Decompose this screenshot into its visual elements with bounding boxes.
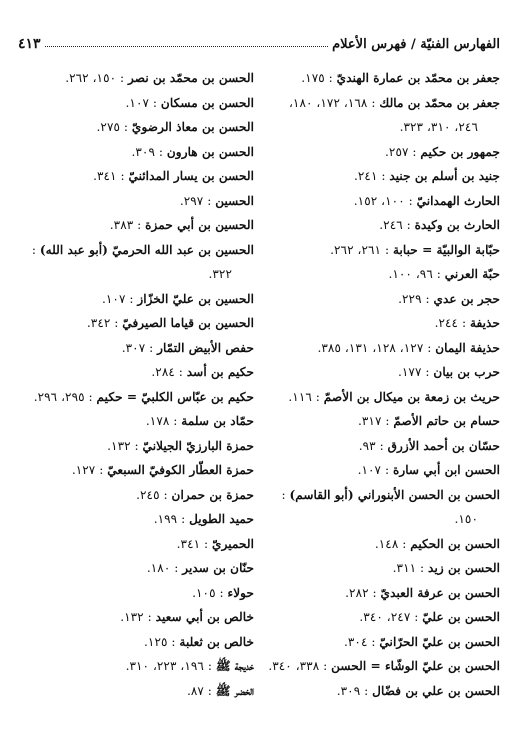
index-entry	[18, 409, 254, 434]
entry-name: حسّان بن أحمد الأزرق	[387, 438, 500, 453]
index-entry	[264, 115, 500, 140]
entry-name: الحارث الهمدانيّ	[416, 193, 500, 208]
entry-name: خديجة ﷺ	[215, 659, 254, 673]
entry-name: الحارث بن وكيدة	[414, 218, 500, 232]
entry-pages: : ٣١٧.	[358, 414, 394, 428]
entry-name: جعفر بن محمّد بن عمارة الهنديّ	[336, 71, 500, 85]
entry-name: حريث بن زمعة بن ميكال بن الأصمّ	[323, 389, 500, 404]
entry-name: حبّابة الوالبيّة = حبابة	[392, 242, 500, 257]
entry-name: الحسن بن عليّ الحرّانيّ	[379, 634, 500, 649]
header-title: الفهارس الفنيّة / فهرس الأعلام	[332, 37, 500, 52]
entry-pages: : ٣٤٢.	[86, 316, 123, 330]
entry-pages: ١٥٠.	[454, 512, 478, 526]
entry-name: حسام بن حاتم الأصمّ	[393, 414, 500, 428]
entry-name: جعفر بن محمّد بن مالك	[379, 95, 500, 110]
entry-pages: : ١٠٥.	[192, 585, 228, 600]
index-entry	[264, 66, 500, 91]
entry-pages: : ١٧٥.	[301, 71, 337, 85]
entry-pages: : ٣٠٤.	[344, 634, 380, 649]
entry-pages: : ٣٤١.	[176, 536, 213, 551]
entry-pages: : ٢٩٥، ٢٩٦.	[33, 389, 97, 404]
index-entry	[264, 605, 500, 630]
index-entry	[264, 262, 500, 287]
index-entry	[18, 213, 254, 238]
index-entry	[264, 532, 500, 557]
entry-pages: : ١٧٧.	[398, 365, 434, 379]
entry-pages: : ١٩٦، ٢٢٣، ٣١٠.	[125, 659, 216, 673]
entry-pages: : ٣٠٧.	[121, 340, 158, 355]
index-entry	[264, 630, 500, 655]
index-entry	[264, 189, 500, 214]
index-entry	[264, 556, 500, 581]
index-entry	[264, 164, 500, 189]
entry-pages: : ١٩٩.	[153, 512, 190, 526]
entry-pages: : ١٤٨.	[374, 536, 411, 551]
entry-pages: : ١٠٧.	[357, 463, 393, 477]
index-entry	[18, 91, 254, 116]
index-entry	[18, 458, 254, 483]
index-entry	[264, 238, 500, 263]
entry-pages: : ١١٦.	[288, 389, 324, 404]
entry-name: الحسين بن عبد الله الحرميّ (أبو عبد الله)	[39, 242, 254, 257]
entry-pages: : ١٨٠.	[146, 561, 183, 575]
entry-name: حمزة بن حمران	[171, 487, 254, 502]
entry-pages: : ١٢٧، ١٢٨، ١٣١، ٣٨٥.	[317, 340, 436, 355]
entry-pages: : ١٦٨، ١٧٢، ١٨٠،	[288, 95, 380, 110]
entry-name: حكيم بن عبّاس الكلبيّ = حكيم	[96, 389, 254, 404]
entry-name: الحسن بن محمّد بن نصر	[128, 71, 254, 85]
entry-name: الحسن ابن أبي سارة	[392, 463, 500, 477]
entry-pages: : ٢٤٥.	[136, 487, 172, 502]
index-entry	[264, 654, 500, 679]
index-entry	[18, 679, 254, 704]
entry-pages: : ٣٨٣.	[109, 218, 146, 232]
index-entry	[18, 630, 254, 655]
entry-name: الحسن بن عليّ الوشّاء = الحسن	[331, 659, 500, 673]
entry-name: الحسين بن قياما الصيرفيّ	[122, 316, 254, 330]
entry-pages: : ١٢٧.	[71, 463, 108, 477]
entry-pages: : ٣٣٨، ٣٤٠.	[268, 659, 332, 673]
entry-name: حميد الطويل	[189, 512, 254, 526]
entry-name: الحسن بن عليّ	[422, 610, 500, 624]
entry-name: حبّة العرني	[444, 267, 500, 281]
index-entry	[18, 66, 254, 91]
index-entry	[18, 311, 254, 336]
entry-pages: : ٢٤٦.	[379, 218, 415, 232]
entry-name: حمزة العطّار الكوفيّ السبعيّ	[107, 463, 254, 477]
index-entry	[18, 581, 254, 606]
header-dot-leader	[45, 46, 329, 47]
entry-pages: : ١٣٢.	[107, 438, 143, 453]
entry-pages: :	[281, 487, 290, 502]
entry-name: حمزة البارزيّ الجيلانيّ	[142, 438, 254, 453]
index-entry	[264, 385, 500, 410]
index-entry	[18, 115, 254, 140]
index-entry	[18, 189, 254, 214]
running-header	[18, 30, 500, 52]
entry-pages: : ٨٧.	[186, 683, 216, 698]
entry-pages: : ٢٨٢.	[345, 585, 381, 600]
index-column-left	[18, 66, 254, 703]
entry-pages: : ٢٤٤.	[434, 316, 470, 330]
index-entry	[18, 556, 254, 581]
entry-name: الحسن بن يسار المدائنيّ	[128, 169, 254, 183]
index-entry	[264, 581, 500, 606]
entry-pages: ٢٤٦، ٣١٠، ٣٢٣.	[399, 120, 478, 134]
index-entry	[18, 532, 254, 557]
entry-pages: : ١٠٧.	[125, 95, 161, 110]
index-entry	[18, 360, 254, 385]
entry-name: حولاء	[227, 585, 254, 600]
entry-pages: : ١٥٠، ٢٦٢.	[65, 71, 129, 85]
entry-name: الحسن بن مسكان	[160, 95, 254, 110]
entry-name: خالص بن أبي سعيد	[155, 610, 254, 624]
entry-pages: : ٣٠٩.	[131, 144, 167, 159]
index-entry	[18, 605, 254, 630]
index-entry	[264, 679, 500, 704]
entry-name: الحميريّ	[212, 536, 254, 551]
entry-name: الحسن بن عرفة العبديّ	[380, 585, 500, 600]
index-entry	[18, 507, 254, 532]
entry-name: حنّان بن سدير	[182, 561, 254, 575]
index-entry	[18, 385, 254, 410]
entry-pages: : ٣٤١.	[93, 169, 129, 183]
index-entry	[264, 360, 500, 385]
entry-pages: : ٢٧٥.	[96, 120, 132, 134]
entry-name: حذيفة	[469, 316, 500, 330]
entry-name: جمهور بن حكيم	[420, 144, 500, 159]
page-number: ٤١٣	[18, 36, 41, 52]
entry-name: حجر بن عدي	[433, 291, 500, 306]
index-entry	[264, 213, 500, 238]
entry-pages: : ٢٩٧.	[179, 193, 216, 208]
index-entry	[18, 434, 254, 459]
entry-name: جنيد بن أسلم بن جنيد	[389, 169, 500, 183]
entry-name: الحسن بن الحكيم	[410, 536, 500, 551]
entry-pages: :	[31, 242, 40, 257]
entry-name: حفص الأبيض التمّار	[157, 340, 254, 355]
index-entry	[18, 164, 254, 189]
index-columns	[18, 66, 500, 703]
entry-name: حرب بن بيان	[433, 365, 500, 379]
entry-name: حمّاد بن سلمة	[181, 414, 254, 428]
entry-name: الحسن بن الحسن الأبنوراني (أبو القاسم)	[289, 487, 500, 502]
entry-name: الحسين بن عليّ الخزّاز	[137, 291, 254, 306]
index-entry	[18, 140, 254, 165]
entry-pages: ٣٢٢.	[208, 267, 232, 281]
entry-pages: : ٩٣.	[358, 438, 388, 453]
index-entry	[264, 507, 500, 532]
index-entry	[18, 336, 254, 361]
entry-pages: : ١٠٠، ١٥٢.	[353, 193, 417, 208]
entry-name: الحسن بن زيد	[428, 561, 500, 575]
entry-pages: : ٣١١.	[392, 561, 429, 575]
entry-name: حكيم بن أسد	[186, 365, 254, 379]
index-entry	[264, 434, 500, 459]
entry-pages: : ١٢٥.	[144, 634, 180, 649]
entry-pages: : ٢٦١، ٢٦٢.	[330, 242, 393, 257]
index-entry	[18, 287, 254, 312]
entry-name: الحسن بن علي بن فضّال	[372, 683, 500, 698]
entry-name: حذيفة اليمان	[435, 340, 500, 355]
index-entry	[264, 140, 500, 165]
entry-name: الحسين بن أبي حمزة	[145, 218, 254, 232]
index-page	[18, 30, 500, 720]
entry-name: الحسين	[215, 193, 254, 208]
entry-pages: : ٢٢٩.	[398, 291, 434, 306]
entry-pages: : ٢٤١.	[353, 169, 390, 183]
index-entry	[18, 262, 254, 287]
index-entry	[264, 287, 500, 312]
entry-name: الحسن بن هارون	[166, 144, 254, 159]
index-entry	[264, 336, 500, 361]
entry-pages: : ١٣٢.	[120, 610, 156, 624]
entry-name: خالص بن ثعلبة	[179, 634, 254, 649]
index-entry	[264, 409, 500, 434]
index-entry	[18, 483, 254, 508]
entry-name: الحسن بن معاذ الرضويّ	[131, 120, 254, 134]
entry-pages: : ١٧٨.	[145, 414, 182, 428]
index-entry	[264, 311, 500, 336]
index-entry	[264, 483, 500, 508]
index-column-right	[264, 66, 500, 703]
entry-name: الخضر ﷺ	[215, 683, 254, 698]
index-entry	[18, 238, 254, 263]
entry-pages: : ٩٦، ١٠٠.	[388, 267, 445, 281]
entry-pages: : ١٠٧.	[102, 291, 138, 306]
entry-pages: : ٣٠٩.	[336, 683, 373, 698]
index-entry	[18, 654, 254, 679]
index-entry	[264, 458, 500, 483]
index-entry	[264, 91, 500, 116]
entry-pages: : ٢٥٧.	[385, 144, 421, 159]
entry-pages: : ٢٤٧، ٣٤٠.	[359, 610, 423, 624]
entry-pages: : ٢٨٤.	[151, 365, 187, 379]
